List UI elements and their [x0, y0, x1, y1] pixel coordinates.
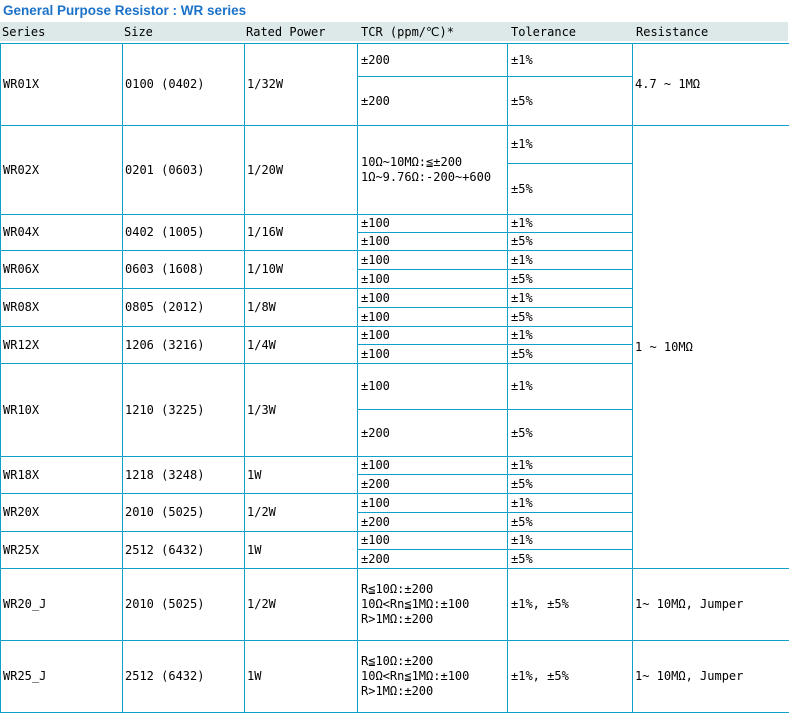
tcr-line: 1Ω~9.76Ω:-200~+600 — [361, 170, 492, 184]
cell-series: WR18X — [1, 457, 123, 494]
cell-rated-power: 1/4W — [245, 327, 358, 364]
cell-size: 1206 (3216) — [123, 327, 245, 364]
cell-tolerance: ±5% — [508, 345, 633, 364]
cell-series: WR20_J — [1, 569, 123, 641]
cell-tcr: ±100 — [358, 364, 508, 410]
cell-size: 1210 (3225) — [123, 364, 245, 457]
column-header-rated-power: Rated Power — [246, 24, 326, 39]
cell-size: 2512 (6432) — [123, 641, 245, 713]
cell-size: 0100 (0402) — [123, 44, 245, 126]
cell-tolerance: ±5% — [508, 233, 633, 251]
cell-tcr: ±100 — [358, 251, 508, 270]
cell-resistance: 1~ 10MΩ, Jumper — [633, 641, 789, 713]
cell-rated-power: 1W — [245, 641, 358, 713]
cell-tcr: ±100 — [358, 233, 508, 251]
cell-series: WR08X — [1, 289, 123, 327]
cell-tcr: ±100 — [358, 494, 508, 513]
cell-series: WR02X — [1, 126, 123, 215]
cell-tcr: ±200 — [358, 550, 508, 569]
cell-tolerance: ±1% — [508, 457, 633, 475]
cell-tcr: ±200 — [358, 77, 508, 126]
cell-tolerance: ±1% — [508, 289, 633, 308]
tcr-line: R≦10Ω:±200 — [361, 654, 434, 668]
cell-tolerance: ±1% — [508, 532, 633, 550]
tcr-line: 10Ω<Rn≦1MΩ:±100 — [361, 597, 470, 611]
cell-size: 2512 (6432) — [123, 532, 245, 569]
cell-tolerance: ±5% — [508, 164, 633, 215]
cell-tcr — [358, 641, 508, 713]
table-row — [1, 641, 789, 713]
cell-tolerance: ±1% — [508, 215, 633, 233]
cell-tcr — [358, 126, 508, 215]
cell-size: 0201 (0603) — [123, 126, 245, 215]
cell-series: WR20X — [1, 494, 123, 532]
cell-tcr: ±100 — [358, 270, 508, 289]
tcr-line: R>1MΩ:±200 — [361, 612, 434, 626]
cell-series: WR04X — [1, 215, 123, 251]
cell-rated-power: 1/32W — [245, 44, 358, 126]
cell-tcr: ±100 — [358, 308, 508, 327]
cell-size: 0603 (1608) — [123, 251, 245, 289]
cell-tcr: ±100 — [358, 215, 508, 233]
cell-tolerance: ±1% — [508, 44, 633, 77]
cell-tolerance: ±1% — [508, 494, 633, 513]
column-header-size: Size — [124, 24, 153, 39]
column-header-series: Series — [2, 24, 46, 39]
cell-tcr: ±200 — [358, 475, 508, 494]
column-header-tolerance: Tolerance — [511, 24, 577, 39]
table-row — [1, 44, 789, 77]
cell-resistance: 4.7 ~ 1MΩ — [633, 44, 789, 126]
tcr-line: R>1MΩ:±200 — [361, 684, 434, 698]
cell-series: WR25X — [1, 532, 123, 569]
cell-size: 2010 (5025) — [123, 569, 245, 641]
cell-size: 0402 (1005) — [123, 215, 245, 251]
cell-size: 1218 (3248) — [123, 457, 245, 494]
cell-resistance: 1~ 10MΩ, Jumper — [633, 569, 789, 641]
page-title: General Purpose Resistor : WR series — [3, 3, 247, 18]
cell-series: WR10X — [1, 364, 123, 457]
resistor-spec-table — [0, 43, 789, 713]
cell-rated-power: 1W — [245, 457, 358, 494]
cell-tolerance: ±1%, ±5% — [508, 569, 633, 641]
cell-rated-power: 1/16W — [245, 215, 358, 251]
table-header — [0, 22, 788, 41]
tcr-line: 10Ω<Rn≦1MΩ:±100 — [361, 669, 470, 683]
cell-series: WR06X — [1, 251, 123, 289]
cell-tolerance: ±5% — [508, 550, 633, 569]
cell-tolerance: ±1% — [508, 251, 633, 270]
cell-rated-power: 1/2W — [245, 494, 358, 532]
cell-tcr: ±100 — [358, 327, 508, 345]
cell-rated-power: 1/3W — [245, 364, 358, 457]
table-row — [1, 126, 789, 164]
cell-tcr: ±100 — [358, 532, 508, 550]
cell-tcr: ±200 — [358, 410, 508, 457]
cell-tolerance: ±5% — [508, 270, 633, 289]
tcr-line: R≦10Ω:±200 — [361, 582, 434, 596]
cell-tcr: ±100 — [358, 289, 508, 308]
cell-rated-power: 1/20W — [245, 126, 358, 215]
cell-rated-power: 1W — [245, 532, 358, 569]
cell-rated-power: 1/10W — [245, 251, 358, 289]
cell-series: WR12X — [1, 327, 123, 364]
table-row — [1, 569, 789, 641]
cell-tolerance: ±1% — [508, 364, 633, 410]
cell-tolerance: ±1% — [508, 327, 633, 345]
cell-tcr: ±100 — [358, 345, 508, 364]
cell-tcr — [358, 569, 508, 641]
cell-tolerance: ±1%, ±5% — [508, 641, 633, 713]
cell-tolerance: ±5% — [508, 475, 633, 494]
cell-tolerance: ±1% — [508, 126, 633, 164]
cell-series: WR25_J — [1, 641, 123, 713]
cell-tolerance: ±5% — [508, 77, 633, 126]
cell-tcr: ±200 — [358, 513, 508, 532]
cell-tcr: ±100 — [358, 457, 508, 475]
cell-tolerance: ±5% — [508, 308, 633, 327]
cell-resistance-merged: 1 ~ 10MΩ — [633, 126, 789, 569]
cell-size: 0805 (2012) — [123, 289, 245, 327]
cell-rated-power: 1/2W — [245, 569, 358, 641]
cell-tcr: ±200 — [358, 44, 508, 77]
tcr-line: 10Ω~10MΩ:≦±200 — [361, 155, 463, 169]
cell-tolerance: ±5% — [508, 513, 633, 532]
cell-size: 2010 (5025) — [123, 494, 245, 532]
cell-rated-power: 1/8W — [245, 289, 358, 327]
column-header-resistance: Resistance — [636, 24, 709, 39]
column-header-tcr: TCR (ppm/℃)* — [361, 24, 454, 39]
cell-tolerance: ±5% — [508, 410, 633, 457]
cell-series: WR01X — [1, 44, 123, 126]
